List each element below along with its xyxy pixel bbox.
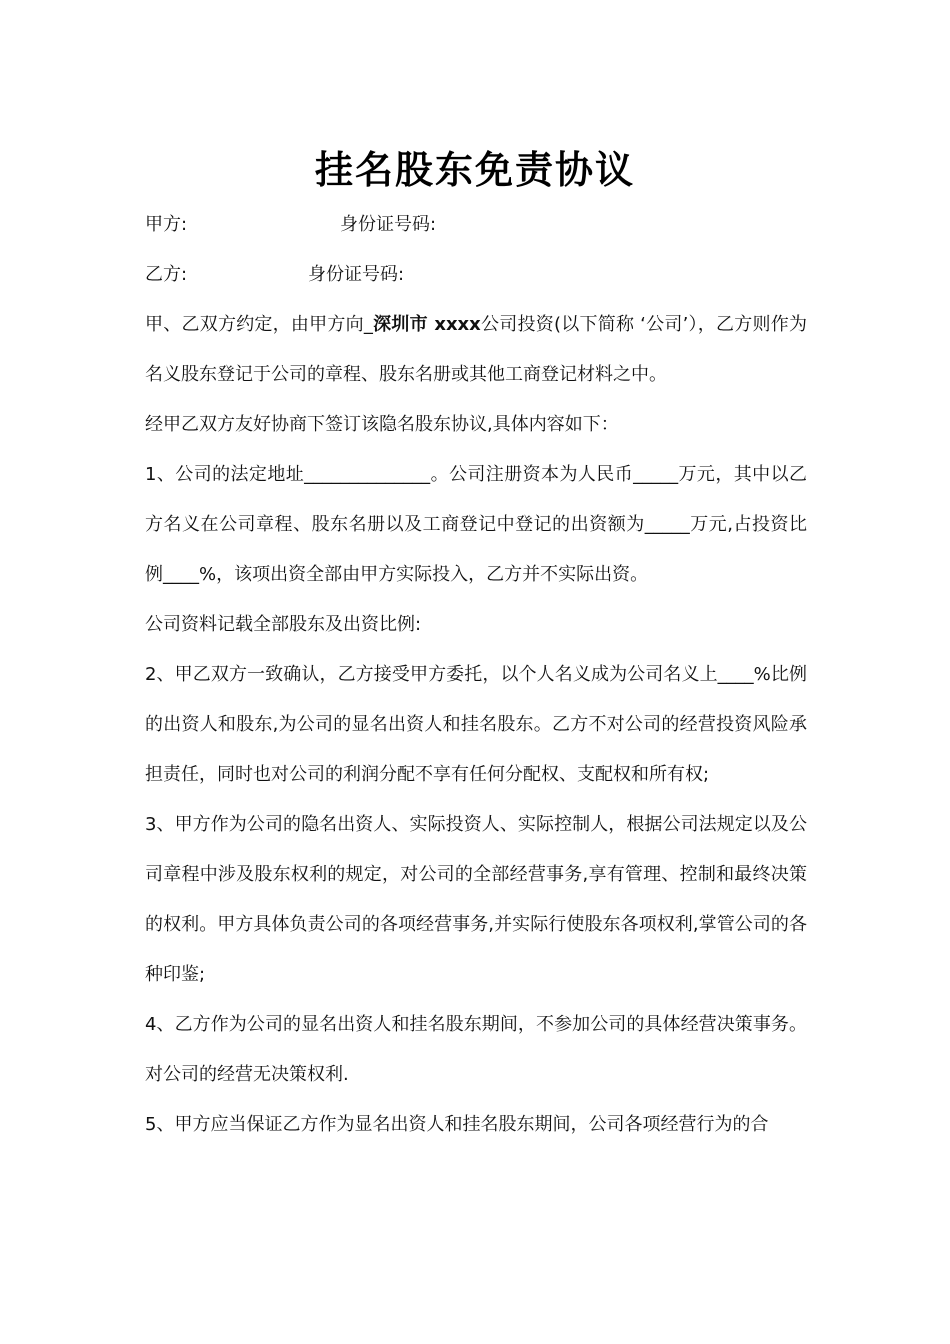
party-b-line [145,250,807,300]
party-a-label: 甲方: [145,214,188,235]
party-a-id-label: 身份证号码: [340,214,437,235]
document-title: 挂名股东免责协议 [314,148,635,192]
clause-3-paragraph: 3、甲方作为公司的隐名出资人、实际投资人、实际控制人，根据公司法规定以及公司章程中涉及股东权利的规定，对公司的全部经营事务,享有管理、控制和最终决策的权利。甲方具体负责公司的各项经营事务,并实际行使股东各项权利,掌管公司的各种印鉴; [145,814,807,985]
intro-prefix: 甲、乙双方约定，由甲方向_ [145,314,373,335]
intro-paragraph [145,300,807,400]
preamble-paragraph: 经甲乙双方友好协商下签订该隐名股东协议,具体内容如下： [145,414,619,435]
clause-4-paragraph: 4、乙方作为公司的显名出资人和挂名股东期间，不参加公司的具体经营决策事务。对公司的经营无决策权利. [145,1014,807,1085]
intro-company-name: 深圳市 xxxx [372,314,481,335]
shareholders-note-paragraph: 公司资料记载全部股东及出资比例: [145,614,422,635]
party-a-line [145,200,807,250]
clause-1-paragraph: 1、公司的法定地址______________。公司注册资本为人民币_____万元，其中以乙方名义在公司章程、股东名册以及工商登记中登记的出资额为_____万元,占投资比例____%，该项出资全部由甲方实际投入，乙方并不实际出资。 [145,464,807,585]
clause-5-paragraph: 5、甲方应当保证乙方作为显名出资人和挂名股东期间，公司各项经营行为的合 [145,1114,769,1135]
document-body [145,200,807,1150]
clause-2-paragraph: 2、甲乙双方一致确认，乙方接受甲方委托，以个人名义成为公司名义上____%比例的出资人和股东,为公司的显名出资人和挂名股东。乙方不对公司的经营投资风险承担责任，同时也对公司的利润分配不享有任何分配权、支配权和所有权; [145,664,807,785]
intro-suffix: 公司投资(以下简称 ‘公司’），乙方则作为名义股东登记于公司的章程、股东名册或其他工商登记材料之中。 [145,314,807,385]
party-b-id-label: 身份证号码: [308,264,405,285]
party-b-label: 乙方: [145,264,188,285]
